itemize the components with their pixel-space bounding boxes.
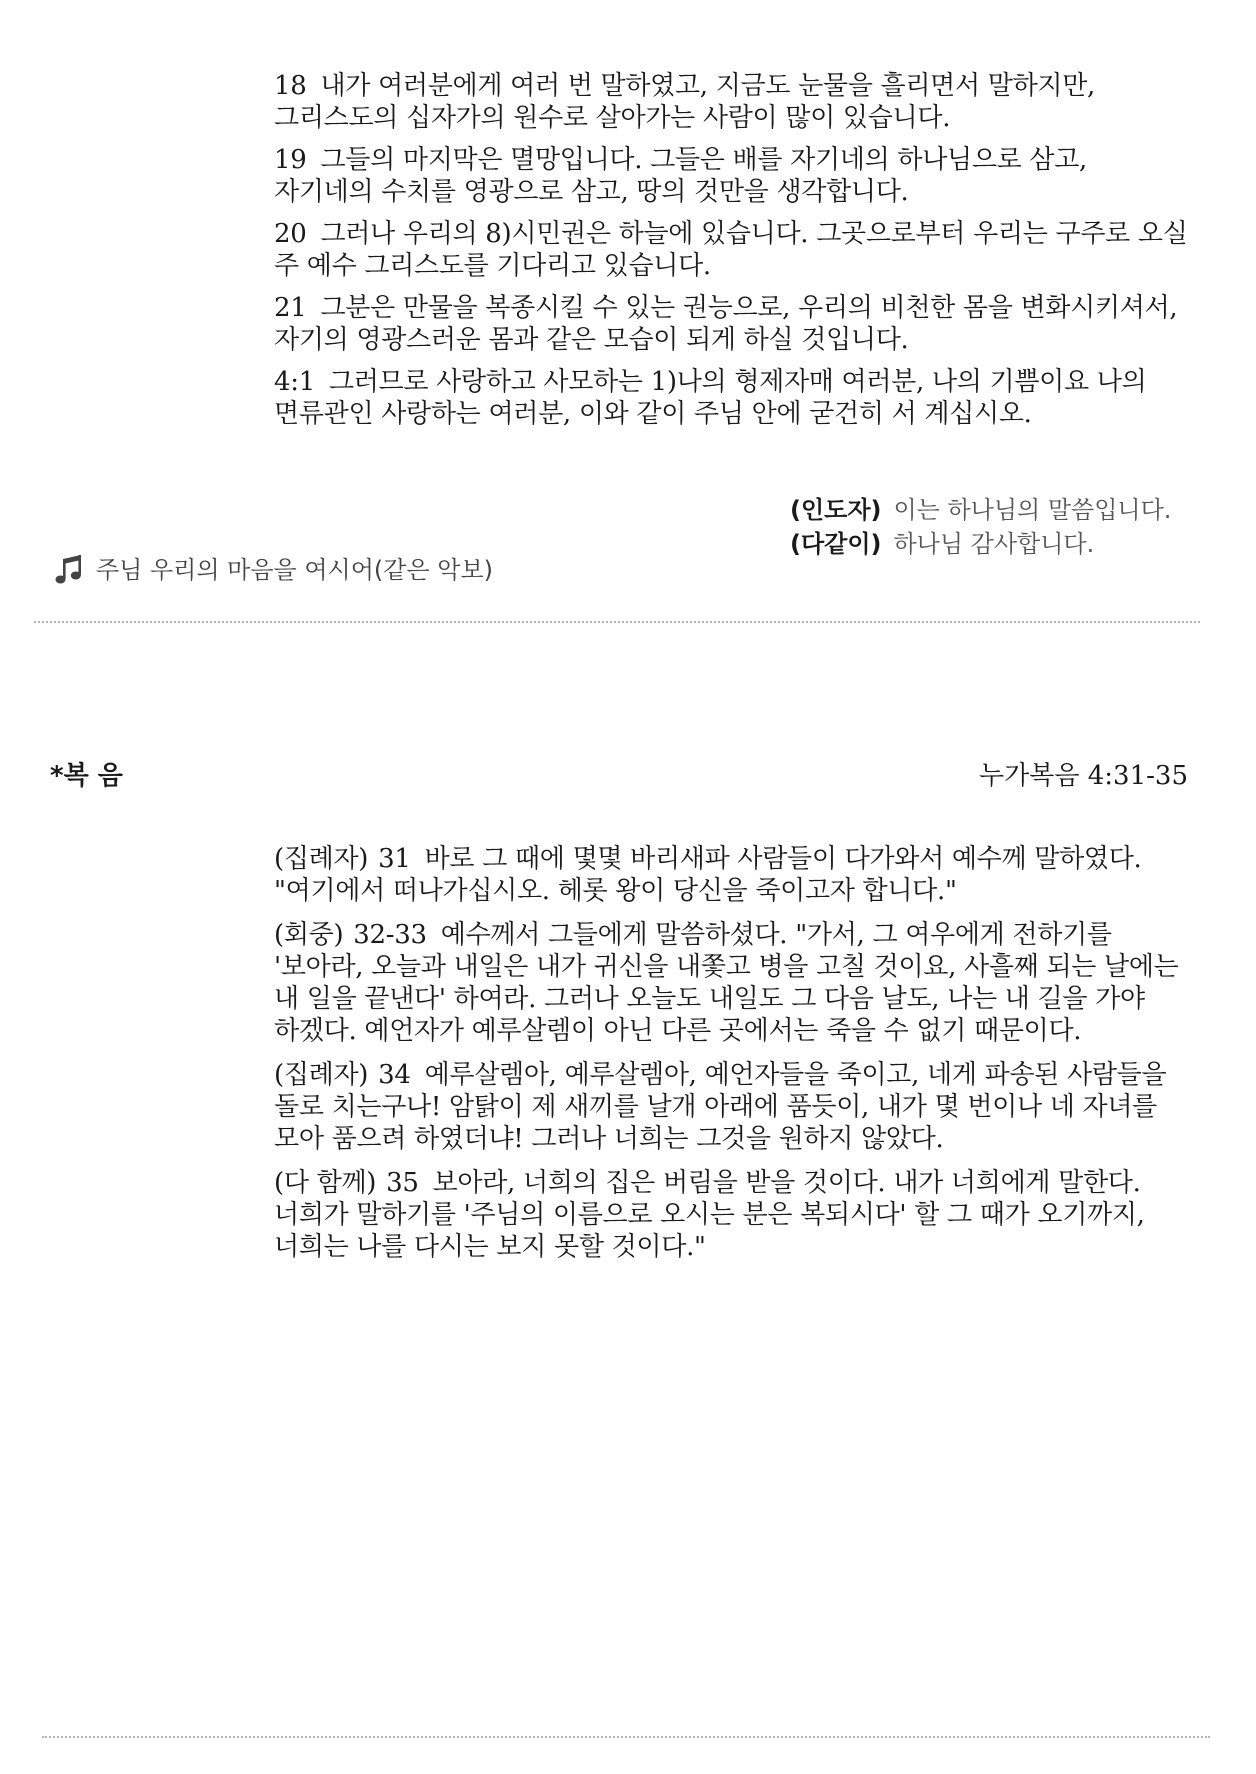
verse — [274, 218, 1190, 282]
verse-text: 바로 그 때에 몇몇 바리새파 사람들이 다가와서 예수께 말하였다. "여기에서 떠나가십시오. 헤롯 왕이 당신을 죽이고자 합니다." — [274, 844, 1142, 906]
verse — [274, 366, 1190, 430]
verse — [274, 1167, 1190, 1263]
verse-text: 그분은 만물을 복종시킬 수 있는 권능으로, 우리의 비천한 몸을 변화시키셔서, 자기의 영광스러운 몸과 같은 모습이 되게 하실 것입니다. — [274, 293, 1178, 355]
verse-text: 그들의 마지막은 멸망입니다. 그들은 배를 자기네의 하나님으로 삼고, 자기네의 수치를 영광으로 삼고, 땅의 것만을 생각합니다. — [274, 145, 1088, 207]
speaker-label: (회중) — [274, 920, 344, 950]
verse-number: 18 — [274, 71, 307, 101]
verse-number: 34 — [378, 1060, 411, 1090]
dotted-divider — [42, 1736, 1210, 1738]
verse-number: 35 — [386, 1168, 419, 1198]
verse — [274, 919, 1190, 1047]
verse-text: 보아라, 너희의 집은 버림을 받을 것이다. 내가 너희에게 말한다. 너희가 말하기를 '주님의 이름으로 오시는 분은 복되시다' 할 그 때가 오기까지, 너희는 나를 다시는 보지 못할 것이다." — [274, 1168, 1145, 1262]
congregation-response — [790, 527, 1171, 561]
verse — [274, 70, 1190, 134]
verse — [274, 144, 1190, 208]
verse — [274, 843, 1190, 907]
all-label: (다같이) — [790, 530, 882, 558]
hymn-title: 주님 우리의 마음을 여시어(같은 악보) — [96, 556, 494, 584]
verse-number: 21 — [274, 293, 307, 323]
verse — [274, 292, 1190, 356]
verse-text: 그러나 우리의 8)시민권은 하늘에 있습니다. 그곳으로부터 우리는 구주로 오실 주 예수 그리스도를 기다리고 있습니다. — [274, 219, 1188, 281]
verse-number: 19 — [274, 145, 307, 175]
verse-text: 예루살렘아, 예루살렘아, 예언자들을 죽이고, 네게 파송된 사람들을 돌로 치는구나! 암탉이 제 새끼를 날개 아래에 품듯이, 내가 몇 번이나 네 자녀를 모아 품으려 하였더냐! 그러나 너희는 그것을 원하지 않았다. — [274, 1060, 1167, 1154]
verse-number: 4:1 — [274, 367, 315, 397]
leader-response — [790, 493, 1171, 527]
verse-text: 그러므로 사랑하고 사모하는 1)나의 형제자매 여러분, 나의 기쁨이요 나의 면류관인 사랑하는 여러분, 이와 같이 주님 안에 굳건히 서 계십시오. — [274, 367, 1147, 429]
all-text: 하나님 감사합니다. — [893, 530, 1095, 558]
leader-label: (인도자) — [790, 496, 882, 524]
gospel-title: *복 음 — [50, 761, 123, 791]
speaker-label: (집례자) — [274, 844, 369, 874]
music-note-icon — [52, 553, 86, 587]
verse — [274, 1059, 1190, 1155]
speaker-label: (집례자) — [274, 1060, 369, 1090]
speaker-label: (다 함께) — [274, 1168, 377, 1198]
epistle-passage — [274, 70, 1190, 440]
verse-text: 예수께서 그들에게 말씀하셨다. "가서, 그 여우에게 전하기를 '보아라, 오늘과 내일은 내가 귀신을 내쫓고 병을 고칠 것이요, 사흘째 되는 날에는 내 일을 끝낸다' 하여라. 그러나 오늘도 내일도 그 다음 날도, 나는 내 길을 가야 하겠다. 예언자가 예루살렘이 아닌 다른 곳에서는 죽을 수 없기 때문이다. — [274, 920, 1179, 1046]
verse-number: 32-33 — [353, 920, 427, 950]
hymn-line — [52, 552, 493, 588]
dotted-divider — [34, 621, 1200, 623]
gospel-passage — [274, 843, 1190, 1275]
gospel-reference: 누가복음 4:31-35 — [979, 761, 1188, 791]
verse-number: 20 — [274, 219, 307, 249]
verse-number: 31 — [378, 844, 411, 874]
responsive-reading — [790, 493, 1171, 561]
verse-text: 내가 여러분에게 여러 번 말하였고, 지금도 눈물을 흘리면서 말하지만, 그리스도의 십자가의 원수로 살아가는 사람이 많이 있습니다. — [274, 71, 1095, 133]
leader-text: 이는 하나님의 말씀입니다. — [893, 496, 1172, 524]
